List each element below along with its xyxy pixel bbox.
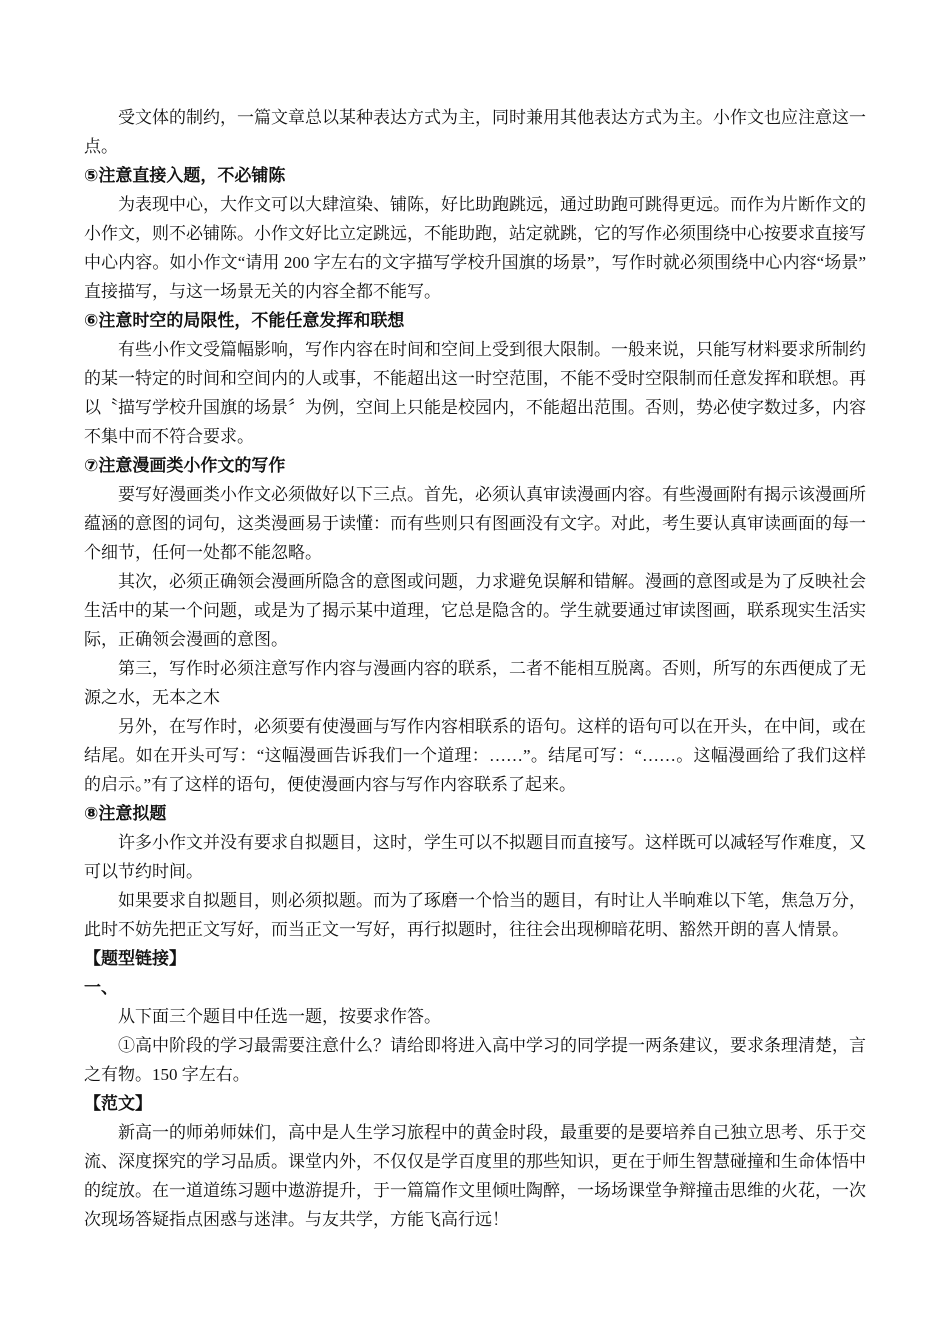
paragraph-section-5: 为表现中心，大作文可以大肆渲染、铺陈，好比助跑跳远，通过助跑可跳得更远。而作为片断作文的小作文，则不必铺陈。小作文好比立定跳远，不能助跑，站定就跳，它的写作必须围绕中心按要求直接写中心内容。如小作文“请用 200 字左右的文字描写学校升国旗的场景”，写作时就必须围绕中心内容“场景”直接描写，与这一场景无关的内容全都不能写。 — [84, 195, 866, 301]
paragraph-sample-essay: 新高一的师弟师妹们，高中是人生学习旅程中的黄金时段，最重要的是要培养自己独立思考、乐于交流、深度探究的学习品质。课堂内外，不仅仅是学百度里的那些知识，更在于师生智慧碰撞和生命体悟中的绽放。在一道道练习题中遨游提升，于一篇篇作文里倾吐陶醉，一场场课堂争辩撞击思维的火花，一次次现场答疑指点困惑与迷津。与友共学，方能飞高行远！ — [84, 1123, 866, 1229]
paragraph-section-8-second: 如果要求自拟题目，则必须拟题。而为了琢磨一个恰当的题目，有时让人半晌难以下笔，焦急万分，此时不妨先把正文写好，而当正文一写好，再行拟题时，往往会出现柳暗花明、豁然开朗的喜人情景。 — [84, 891, 866, 939]
paragraph-question-intro: 从下面三个题目中任选一题，按要求作答。 — [118, 1007, 441, 1026]
paragraph-section-8-first: 许多小作文并没有要求自拟题目，这时，学生可以不拟题目而直接写。这样既可以减轻写作难度，又可以节约时间。 — [84, 833, 866, 881]
paragraph-section-7-third: 第三，写作时必须注意写作内容与漫画内容的联系，二者不能相互脱离。否则，所写的东西便成了无源之水，无本之木 — [84, 659, 866, 707]
section-heading-6: ⑥注意时空的局限性，不能任意发挥和联想 — [84, 311, 405, 330]
heading-sample-essay: 【范文】 — [84, 1094, 152, 1113]
section-heading-5: ⑤注意直接入题，不必铺陈 — [84, 166, 286, 185]
paragraph-intro-continuation: 受文体的制约，一篇文章总以某种表达方式为主，同时兼用其他表达方式为主。小作文也应注意这一点。 — [84, 108, 866, 156]
paragraph-section-7-extra: 另外，在写作时，必须要有使漫画与写作内容相联系的语句。这样的语句可以在开头，在中间，或在结尾。如在开头可写：“这幅漫画告诉我们一个道理：……”。结尾可写：“……。这幅漫画给了我们这样的启示。”有了这样的语句，便使漫画内容与写作内容联系了起来。 — [84, 717, 866, 794]
paragraph-section-7-first: 要写好漫画类小作文必须做好以下三点。首先，必须认真审读漫画内容。有些漫画附有揭示该漫画所蕴涵的意图的词句，这类漫画易于读懂：而有些则只有图画没有文字。对此，考生要认真审读画面的每一个细节，任何一处都不能忽略。 — [84, 485, 866, 562]
heading-question-one: 一、 — [84, 978, 118, 997]
paragraph-section-6: 有些小作文受篇幅影响，写作内容在时间和空间上受到很大限制。一般来说，只能写材料要求所制约的某一特定的时间和空间内的人或事，不能超出这一时空范围，不能不受时空限制而任意发挥和联想。再以〝描写学校升国旗的场景〞为例，空间上只能是校园内，不能超出范围。否则，势必使字数过多，内容不集中而不符合要求。 — [84, 340, 866, 446]
heading-question-type-link: 【题型链接】 — [84, 949, 186, 968]
paragraph-question-1: ①高中阶段的学习最需要注意什么？请给即将进入高中学习的同学提一两条建议，要求条理清楚，言之有物。150 字左右。 — [84, 1036, 866, 1084]
section-heading-7: ⑦注意漫画类小作文的写作 — [84, 456, 286, 475]
section-heading-8: ⑧注意拟题 — [84, 804, 167, 823]
paragraph-section-7-second: 其次，必须正确领会漫画所隐含的意图或问题，力求避免误解和错解。漫画的意图或是为了反映社会生活中的某一个问题，或是为了揭示某中道理，它总是隐含的。学生就要通过审读图画，联系现实生活实际，正确领会漫画的意图。 — [84, 572, 866, 649]
